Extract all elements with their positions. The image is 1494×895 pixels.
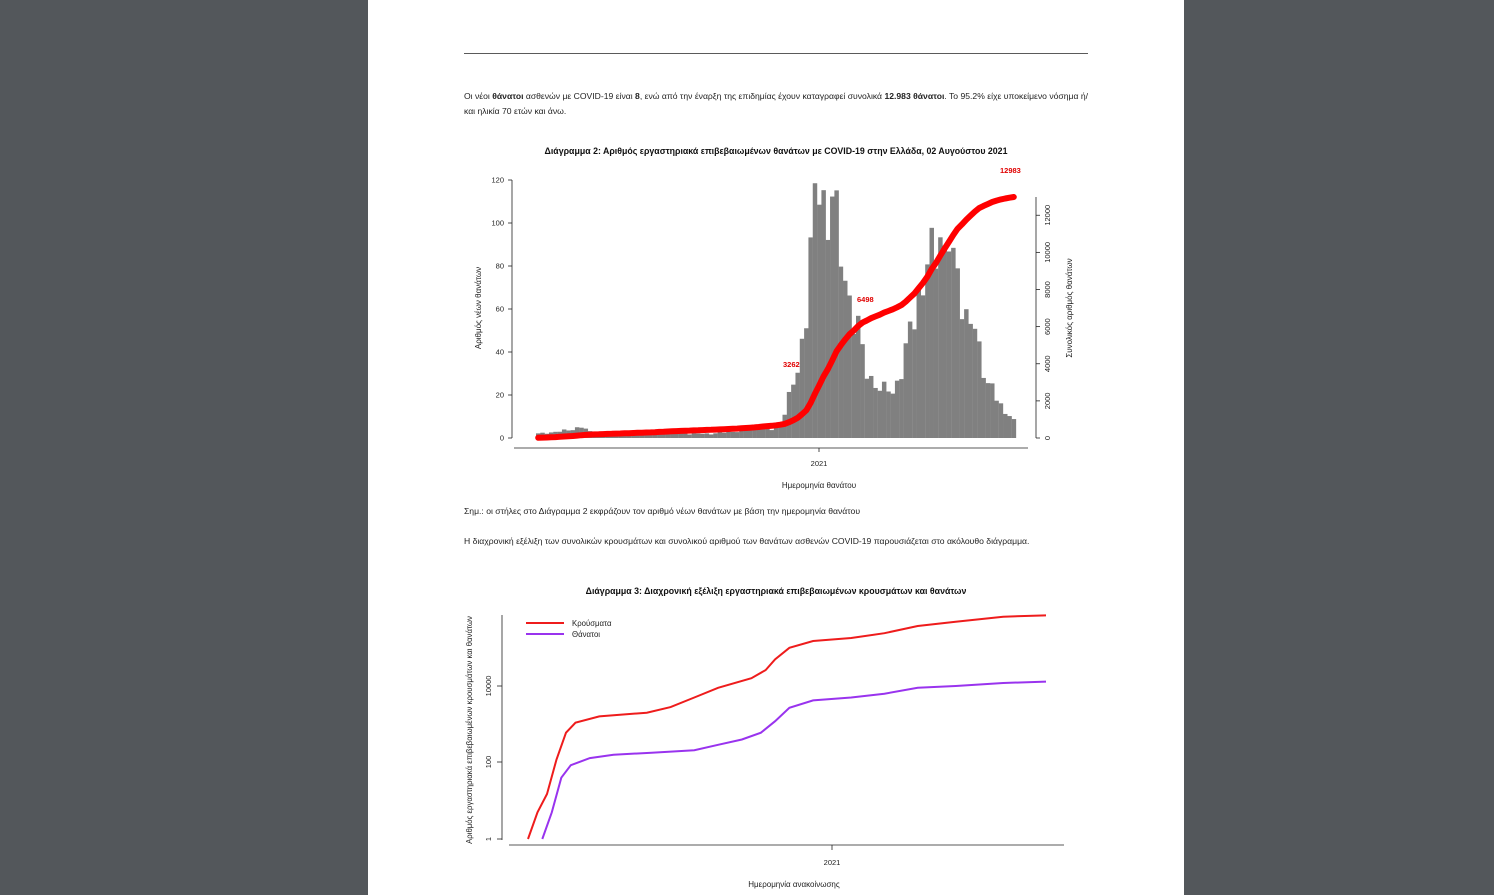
chart2-bar (942, 246, 946, 438)
chart2-bar (947, 251, 951, 438)
chart2-bar (791, 385, 795, 438)
chart2-bar (912, 329, 916, 438)
chart3-y-label: Αριθμός εργαστηριακά επιβεβαιωμένων κρουσμάτων και θανάτων (465, 616, 474, 844)
legend-deaths-label: Θάνατοι (572, 630, 601, 639)
chart2-deaths (464, 160, 1088, 495)
chart2-bar (826, 240, 830, 438)
chart2-title: Διάγραμμα 2: Αριθμός εργαστηριακά επιβεβαιωμένων θανάτων με COVID-19 στην Ελλάδα, 02 Αυγούστου 2021 (544, 146, 1008, 156)
chart2-bar (748, 430, 752, 438)
para1-text-1: Οι νέοι (464, 91, 493, 101)
chart2-y-tick-label: 60 (495, 304, 504, 314)
chart2-bar (968, 324, 972, 438)
chart2-bar (895, 381, 899, 438)
para1-bold-1: θάνατοι (492, 91, 524, 101)
legend-cases-label: Κρούσματα (572, 619, 612, 628)
chart2-y-tick-label: 100 (491, 218, 504, 228)
chart2-y2-ticks (1036, 205, 1052, 440)
chart2-bar (687, 434, 691, 438)
chart2-y2-tick-label: 0 (1043, 435, 1052, 441)
chart3-title: Διάγραμμα 3: Διαχρονική εξέλιξη εργαστηριακά επιβεβαιωμένων κρουσμάτων και θανάτων (585, 586, 967, 596)
chart2-bar (873, 388, 877, 438)
chart2-bar (938, 237, 942, 438)
chart2-bar (731, 432, 735, 438)
chart2-bar (852, 334, 856, 438)
chart2-bar (821, 190, 825, 438)
chart2-bar (899, 379, 903, 438)
chart2-bar (830, 197, 834, 438)
chart2-bar (977, 341, 981, 438)
chart2-bar (705, 433, 709, 438)
para1-bold-2: 8 (635, 91, 640, 101)
chart2-x-label: Ημερομηνία θανάτου (781, 481, 857, 490)
chart2-cumulative-label-1: 3262 (783, 360, 800, 369)
chart3-y-tick-label-1: 1 (484, 836, 493, 842)
chart2-bar (869, 376, 873, 438)
chart2-bar (891, 394, 895, 438)
chart2-bar (843, 281, 847, 438)
chart2-y2-tick-label: 6000 (1043, 318, 1052, 335)
evolution-paragraph: Η διαχρονική εξέλιξη των συνολικών κρουσμάτων και συνολικού αριθμού των θανάτων ασθενών COVID-19 παρουσιάζεται στο ακόλουθο διάγραμμα. (464, 536, 1030, 546)
chart2-y-tick-label: 40 (495, 347, 504, 357)
chart2-bar (692, 433, 696, 438)
para1-text-4: . Το 95.2% είχε υποκείμενο νόσημα ή/και ηλικία 70 ετών και άνω. (464, 91, 1088, 116)
document-page (368, 0, 1184, 895)
chart2-bar (757, 429, 761, 438)
chart2-y-ticks (491, 176, 512, 443)
chart2-y-tick-label: 80 (495, 261, 504, 271)
chart3-deaths-line (542, 682, 1046, 839)
chart2-bar (722, 433, 726, 438)
chart2-bar (994, 401, 998, 438)
chart2-bar (817, 205, 821, 438)
chart2-y-tick-label: 120 (491, 175, 504, 185)
chart2-bar (990, 383, 994, 438)
chart2-y2-tick-label: 4000 (1043, 355, 1052, 373)
chart2-y2-tick-label: 10000 (1043, 241, 1052, 263)
chart2-bar (882, 382, 886, 438)
chart2-bar (930, 228, 934, 438)
chart2-bar (908, 322, 912, 438)
chart2-x-tick-label: 2021 (810, 459, 828, 468)
chart2-bar (726, 432, 730, 438)
chart2-bar (718, 432, 722, 438)
chart2-bar (999, 403, 1003, 438)
chart2-cumulative-label-2: 6498 (857, 295, 874, 304)
header-rule (464, 53, 1088, 54)
chart2-bar (964, 309, 968, 438)
chart2-bar (865, 379, 869, 438)
chart2-bar (960, 319, 964, 438)
chart2-bar (795, 373, 799, 438)
para1-bold-3: 12.983 θάνατοι (884, 91, 945, 101)
chart2-bar (856, 316, 860, 438)
chart2-bar (904, 343, 908, 438)
para1-text-3: , ενώ από την έναρξη της επιδημίας έχουν καταγραφεί συνολικά (639, 91, 885, 101)
chart3-x-label: Ημερομηνία ανακοίνωσης (748, 880, 840, 889)
chart2-bar (700, 434, 704, 438)
chart2-cumulative-label-3: 12983 (1000, 166, 1021, 175)
chart2-bar (709, 434, 713, 438)
chart2-y-tick-label: 20 (495, 390, 504, 400)
chart2-bar (713, 433, 717, 438)
chart2-bar (955, 268, 959, 438)
chart2-y-tick-label: 0 (499, 433, 504, 443)
chart2-bar (770, 430, 774, 438)
chart2-bar (735, 432, 739, 438)
chart2-bar (925, 264, 929, 438)
chart2-bar (744, 430, 748, 438)
chart2-bar (860, 344, 864, 438)
chart2-bar (1003, 414, 1007, 438)
chart3-y-tick-label-100: 100 (484, 755, 493, 769)
chart2-bar (986, 383, 990, 438)
chart2-bar (973, 329, 977, 438)
deaths-paragraph (464, 89, 1088, 119)
chart2-bar (934, 269, 938, 438)
chart2-bar (1007, 416, 1011, 438)
chart2-bar (981, 378, 985, 438)
para1-text-2: ασθενών με COVID-19 είναι (523, 91, 636, 101)
chart2-bar (921, 295, 925, 438)
chart2-bar (878, 391, 882, 438)
chart3-cases-deaths (464, 595, 1088, 895)
chart3-cases-line (528, 615, 1046, 839)
chart2-bar (834, 190, 838, 438)
chart2-y2-tick-label: 12000 (1043, 204, 1052, 226)
chart2-bar (787, 392, 791, 438)
chart2-y2-tick-label: 2000 (1043, 392, 1052, 410)
chart2-bar (847, 296, 851, 438)
chart2-note: Σημ.: οι στήλες στο Διάγραμμα 2 εκφράζουν τον αριθμό νέων θανάτων με βάση την ημερομηνία θανάτου (464, 506, 861, 516)
chart2-bar (696, 434, 700, 439)
chart2-bar (1012, 419, 1016, 438)
chart2-bar (800, 339, 804, 438)
chart3-y-tick-label-10000: 10000 (484, 675, 493, 697)
chart3-x-tick-label: 2021 (823, 858, 841, 867)
chart2-bar (804, 328, 808, 438)
chart2-bar (683, 433, 687, 438)
chart2-y2-label: Συνολικός αριθμός θανάτων (1065, 258, 1074, 358)
chart2-y-label: Αριθμός νέων θανάτων (474, 266, 483, 350)
chart2-bar (951, 248, 955, 438)
chart2-bar (917, 290, 921, 438)
chart2-bars (536, 183, 1016, 438)
chart2-y2-tick-label: 8000 (1043, 281, 1052, 298)
chart2-bar (886, 392, 890, 439)
